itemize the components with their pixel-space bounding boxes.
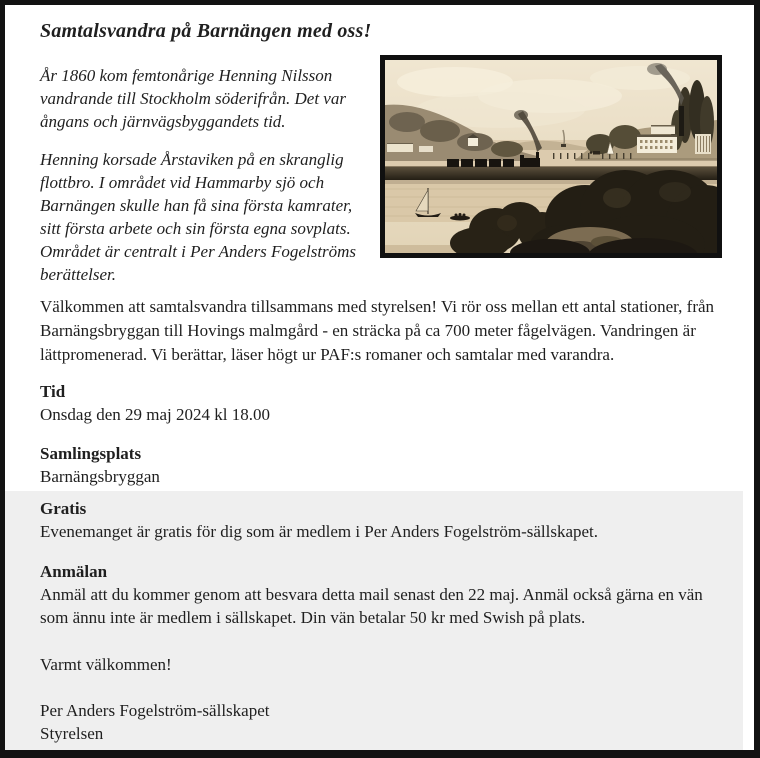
gratis-section <box>40 497 708 543</box>
welcome-paragraph: Välkommen att samtalsvandra tillsammans med styrelsen! Vi rör oss mellan ett antal stationer, från Barnängsbryggan till Hovings malmgård - en sträcka på ca 700 meter fågelvägen. Vandringen är lättpromenerad. Vi berättar, läser högt ur PAF:s romaner och samtalar med varandra. <box>40 297 715 364</box>
signature-organization: Per Anders Fogelström-sällskapet <box>40 701 270 720</box>
intro-text-column <box>40 55 372 286</box>
anmalan-heading: Anmälan <box>40 562 108 581</box>
samlingsplats-value: Barnängsbryggan <box>40 467 160 486</box>
intro-paragraph-2: Henning korsade Årstaviken på en skranglig flottbro. I området vid Hammarby sjö och Barnängen skulle han få sina första kamrater, sitt första arbete och sin första egna sovplats. Området är centralt i Per Anders Fogelströms berättelser. <box>40 150 357 284</box>
highlight-section <box>5 491 743 750</box>
tid-heading: Tid <box>40 382 66 401</box>
anmalan-text: Anmäl att du kommer genom att besvara detta mail senast den 22 maj. Anmäl också gärna en vän som ännu inte är medlem i sällskapet. Din vän betalar 50 kr med Swish på plats. <box>40 585 703 627</box>
anmalan-section <box>40 560 708 629</box>
tid-section <box>40 380 719 426</box>
samlingsplats-heading: Samlingsplats <box>40 444 142 463</box>
samlingsplats-section <box>40 442 719 488</box>
intro-row <box>5 55 754 286</box>
signature-block <box>40 699 708 745</box>
signature-board: Styrelsen <box>40 724 104 743</box>
page-title: Samtalsvandra på Barnängen med oss! <box>40 20 372 42</box>
closing-text: Varmt välkommen! <box>40 655 172 674</box>
gratis-text: Evenemanget är gratis för dig som är medlem i Per Anders Fogelström-sällskapet. <box>40 522 599 541</box>
lithograph-artwork <box>385 60 717 253</box>
gratis-heading: Gratis <box>40 499 87 518</box>
intro-paragraph-1: År 1860 kom femtonårige Henning Nilsson vandrande till Stockholm söderifrån. Det var ångans och järnvägsbyggandets tid. <box>40 66 346 131</box>
lithograph-image <box>380 55 722 258</box>
tid-value: Onsdag den 29 maj 2024 kl 18.00 <box>40 405 270 424</box>
